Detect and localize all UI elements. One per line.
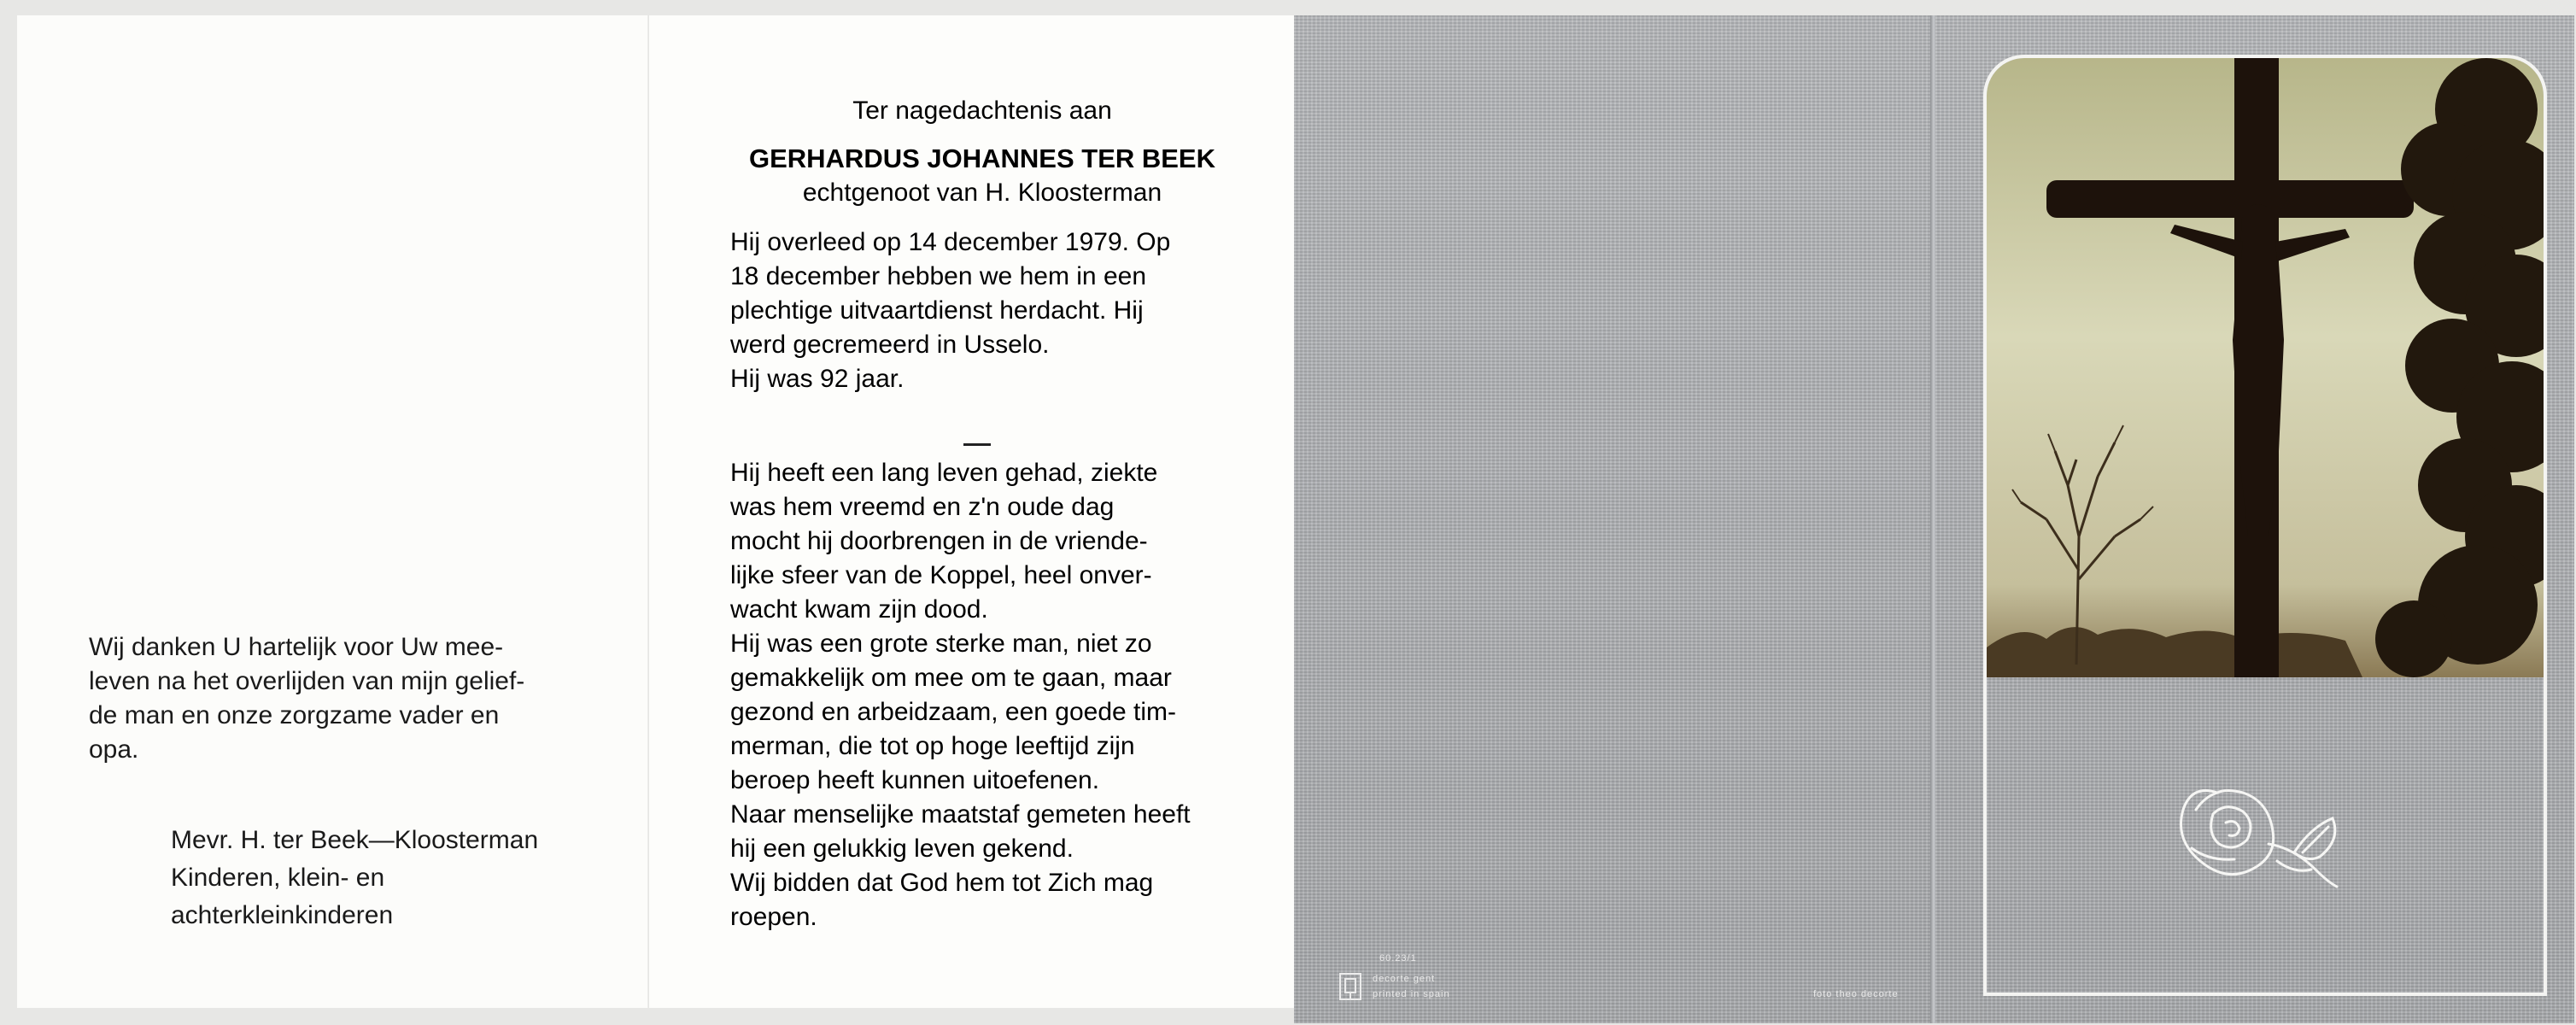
signoff-grandchildren: achterkleinkinderen bbox=[171, 901, 394, 929]
text-line: lijke sfeer van de Koppel, heel onver- bbox=[730, 561, 1152, 589]
memorial-intro: Ter nagedachtenis aan bbox=[852, 97, 1112, 125]
text-line: hij een gelukkig leven gekend. bbox=[730, 835, 1074, 863]
thanks-line: leven na het overlijden van mijn gelief- bbox=[89, 667, 525, 695]
rose-icon bbox=[2166, 767, 2354, 895]
printer-logo-icon bbox=[1338, 972, 1362, 1001]
thanks-line: de man en onze zorgzame vader en bbox=[89, 701, 500, 729]
text-line: 18 december hebben we hem in een bbox=[730, 262, 1147, 290]
thanks-line: Wij danken U hartelijk voor Uw mee- bbox=[89, 633, 504, 661]
section-divider bbox=[963, 443, 991, 446]
text-line: werd gecremeerd in Usselo. bbox=[730, 331, 1050, 359]
text-line: Hij heeft een lang leven gehad, ziekte bbox=[730, 459, 1158, 487]
signoff-children: Kinderen, klein- en bbox=[171, 864, 385, 892]
printed-in: printed in spain bbox=[1373, 989, 1450, 999]
thanks-line: opa. bbox=[89, 735, 139, 764]
photo-credit: foto theo decorte bbox=[1813, 989, 1899, 999]
middle-inner-panel bbox=[649, 15, 1294, 1008]
text-line: gezond en arbeidzaam, een goede tim- bbox=[730, 698, 1177, 726]
text-line: merman, die tot op hoge leeftijd zijn bbox=[730, 732, 1135, 760]
text-line: plechtige uitvaartdienst herdacht. Hij bbox=[730, 296, 1144, 325]
text-line: roepen. bbox=[730, 903, 817, 931]
text-line: wacht kwam zijn dood. bbox=[730, 595, 988, 624]
front-cover-panel bbox=[1935, 15, 2574, 1023]
text-line: mocht hij doorbrengen in de vriende- bbox=[730, 527, 1148, 555]
text-line: Hij overleed op 14 december 1979. Op bbox=[730, 228, 1171, 256]
thanks-paragraph bbox=[89, 630, 606, 767]
back-cover-panel bbox=[1294, 15, 1933, 1023]
text-line: Wij bidden dat God hem tot Zich mag bbox=[730, 869, 1154, 897]
spouse-line: echtgenoot van H. Kloosterman bbox=[802, 179, 1162, 207]
text-line: beroep heeft kunnen uitoefenen. bbox=[730, 766, 1100, 794]
text-line: was hem vreemd en z'n oude dag bbox=[730, 493, 1115, 521]
text-line: Hij was een grote sterke man, niet zo bbox=[730, 630, 1152, 658]
deceased-name: GERHARDUS JOHANNES TER BEEK bbox=[748, 144, 1215, 173]
life-paragraph bbox=[730, 456, 1234, 934]
text-line: gemakkelijk om mee om te gaan, maar bbox=[730, 664, 1172, 692]
printer-name: decorte gent bbox=[1373, 974, 1436, 984]
signoff-widow: Mevr. H. ter Beek—Kloosterman bbox=[171, 826, 539, 854]
death-paragraph bbox=[730, 226, 1234, 396]
printer-code: 60.23/1 bbox=[1379, 953, 1417, 964]
text-line: Naar menselijke maatstaf gemeten heeft bbox=[730, 800, 1191, 829]
signoff-block bbox=[171, 822, 615, 934]
text-line: Hij was 92 jaar. bbox=[730, 365, 905, 393]
left-inner-panel bbox=[17, 15, 649, 1008]
